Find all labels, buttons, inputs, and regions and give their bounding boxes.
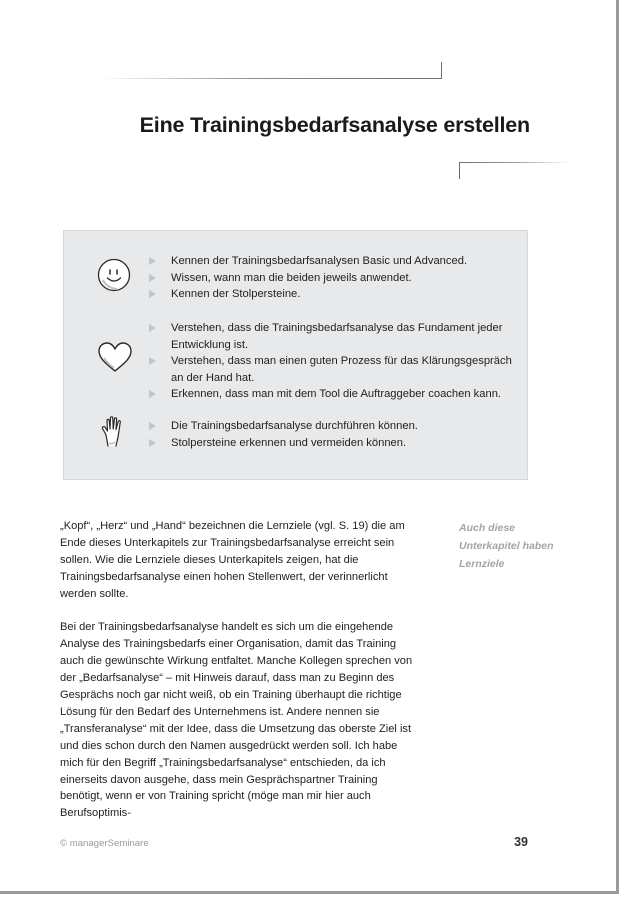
objective-item: Stolpersteine erkennen und vermeiden können. [149,435,519,452]
heart-icon [96,340,134,374]
objective-list-head [149,253,519,303]
body-paragraph: Bei der Trainingsbedarfsanalyse handelt es sich um die eingehende Analyse des Trainingsbedarfs einer Organisation, damit das Training auch die gewünschte Wirkung entfaltet. Manche Kollegen sprechen von der „Bedarfsanalyse“ – mit Hinweis darauf, dass man zu Beginn des Gesprächs noch gar nicht weiß, ob ein Training überhaupt die richtige Lösung für den Bedarf des Unternehmens ist. Andere nennen sie „Transferanalyse“ mit der Idee, dass die Umsetzung das oberste Ziel ist und dies schon durch den Namen ausgedrückt werden soll. Ich habe mich für den Begriff „Trainingsbedarfsanalyse“ entschieden, da ich einerseits davon ausgehe, dass mein Gesprächspartner Training benötigt, wenn er von Training spricht (möge man mir hier auch Berufsoptimis- [60,621,413,820]
smiley-face-icon [97,258,131,292]
bullet-arrow-icon [149,357,156,365]
learning-objectives-box [63,230,528,480]
bullet-arrow-icon [149,274,156,282]
hand-icon [100,415,128,449]
bullet-arrow-icon [149,439,156,447]
decorative-rule-top [100,78,442,79]
bullet-arrow-icon [149,257,156,265]
page-title: Eine Trainingsbedarfsanalyse erstellen [139,113,530,137]
bullet-arrow-icon [149,390,156,398]
bullet-arrow-icon [149,290,156,298]
objective-list-hand [149,418,519,451]
body-text [60,518,422,822]
bullet-arrow-icon [149,422,156,430]
bullet-arrow-icon [149,324,156,332]
objective-item: Verstehen, dass die Trainingsbedarfsanalyse das Fundament jeder Entwicklung ist. [149,320,519,353]
page-number: 39 [514,835,528,849]
body-paragraph: „Kopf“, „Herz“ und „Hand“ bezeichnen die Lernziele (vgl. S. 19) die am Ende dieses Unterkapitels zur Trainingsbedarfsanalyse erreicht sein sollen. Wie die Lernziele dieses Unterkapitels zeigen, hat die Trainingsbedarfsanalyse einen hohen Stellenwert, der verinnerlicht werden sollte. [60,520,405,600]
objective-item: Die Trainingsbedarfsanalyse durchführen können. [149,418,519,435]
objective-list-heart [149,320,519,403]
objective-item: Kennen der Trainingsbedarfsanalysen Basic und Advanced. [149,253,519,270]
objective-item: Wissen, wann man die beiden jeweils anwendet. [149,270,519,287]
decorative-rule-title-tick [459,162,460,179]
decorative-rule-top-tick [441,62,442,79]
footer-copyright: © managerSeminare [60,838,149,849]
decorative-rule-title [459,162,569,163]
objective-item: Kennen der Stolpersteine. [149,286,519,303]
margin-note: Auch diese Unterkapitel haben Lernziele [459,522,554,570]
objective-item: Erkennen, dass man mit dem Tool die Auftraggeber coachen kann. [149,386,519,403]
objective-item: Verstehen, dass man einen guten Prozess für das Klärungsgespräch an der Hand hat. [149,353,519,386]
